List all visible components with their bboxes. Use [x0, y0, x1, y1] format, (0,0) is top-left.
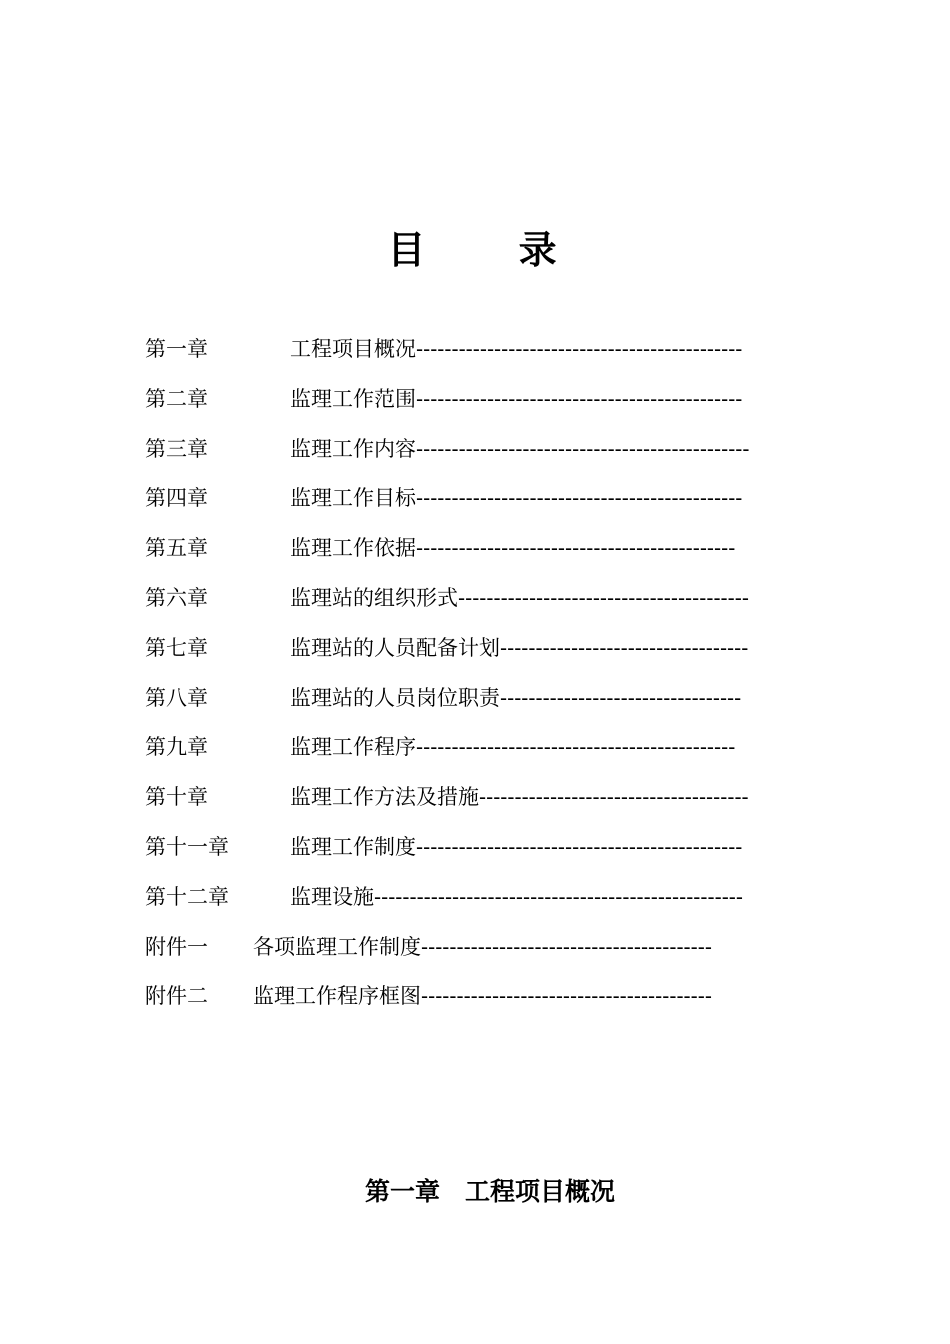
toc-chapter-label: 第七章: [145, 635, 208, 660]
toc-chapter-label: 第十一章: [145, 834, 229, 859]
toc-entry-title: 监理工作程序框图-----------------------------------------: [253, 984, 712, 1009]
toc-entry-title: 监理站的人员岗位职责----------------------------------: [290, 685, 742, 710]
toc-entry-title: 监理工作方法及措施--------------------------------------: [290, 785, 749, 810]
chapter-heading: 第一章 工程项目概况: [364, 1177, 615, 1206]
toc-appendix-label: 附件一: [145, 934, 208, 959]
toc-entry-title: 监理站的组织形式-----------------------------------------: [290, 585, 749, 610]
toc-chapter-label: 第六章: [145, 585, 208, 610]
toc-chapter-label: 第三章: [145, 436, 208, 461]
toc-entry-title: 监理工作目标----------------------------------------------: [290, 486, 743, 511]
toc-chapter-label: 第八章: [145, 685, 208, 710]
toc-entry-title: 监理工作制度----------------------------------------------: [290, 834, 743, 859]
toc-chapter-label: 第四章: [145, 486, 208, 511]
toc-entry-title: 各项监理工作制度-----------------------------------------: [253, 934, 712, 959]
toc-chapter-label: 第一章: [145, 337, 208, 361]
toc-chapter-label: 第九章: [145, 735, 208, 760]
toc-chapter-label: 第十章: [145, 785, 208, 810]
toc-entry-title: 监理工作内容-----------------------------------------------: [290, 436, 750, 461]
toc-entry-title: 监理设施----------------------------------------------------: [290, 884, 743, 909]
toc-entry-title: 监理工作范围----------------------------------------------: [290, 386, 743, 411]
toc-appendix-label: 附件二: [145, 984, 208, 1009]
toc-chapter-label: 第十二章: [145, 884, 229, 909]
toc-entry-title: 监理站的人员配备计划-----------------------------------: [290, 635, 749, 660]
toc-chapter-label: 第二章: [145, 386, 208, 411]
toc-entry-title: 监理工作程序---------------------------------------------: [290, 735, 736, 760]
toc-chapter-label: 第五章: [145, 536, 208, 561]
toc-title: 目 录: [387, 228, 597, 272]
toc-entry-title: 工程项目概况----------------------------------------------: [290, 337, 743, 361]
toc-entry-title: 监理工作依据---------------------------------------------: [290, 536, 736, 561]
